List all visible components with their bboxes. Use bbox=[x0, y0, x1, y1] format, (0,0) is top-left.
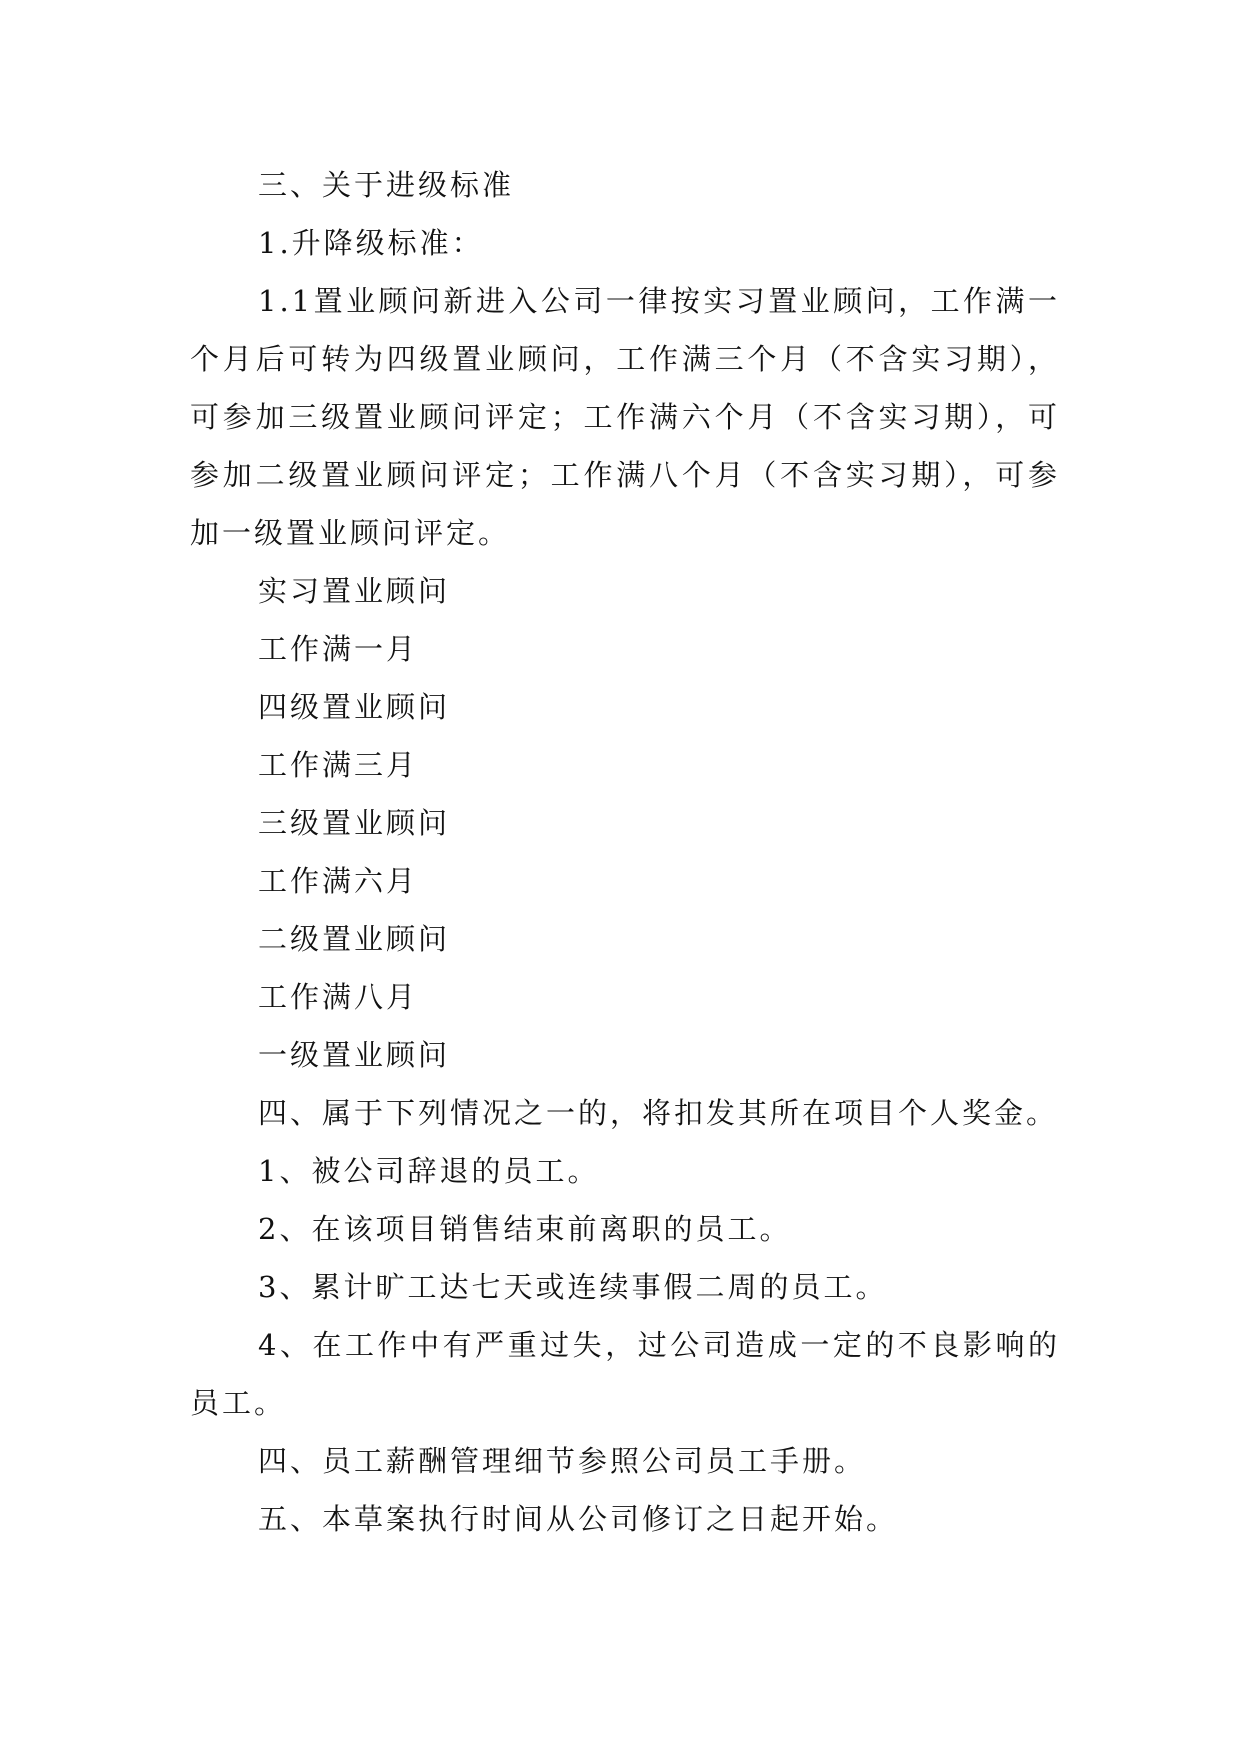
section-heading-effective-date: 五、本草案执行时间从公司修订之日起开始。 bbox=[258, 1502, 899, 1536]
section-heading-promotion-standards: 三、关于进级标准 bbox=[258, 168, 515, 202]
document-body bbox=[190, 156, 1060, 1548]
step-six-months: 工作满六月 bbox=[258, 864, 419, 898]
list-item-absence: 3、累计旷工达七天或连续事假二周的员工。 bbox=[258, 1270, 888, 1304]
list-item-resigned: 2、在该项目销售结束前离职的员工。 bbox=[258, 1212, 792, 1246]
paragraph-promotion-rules: 1.1置业顾问新进入公司一律按实习置业顾问，工作满一个月后可转为四级置业顾问，工作满三个月（不含实习期），可参加三级置业顾问评定；工作满六个月（不含实习期），可参加二级置业顾问评定；工作满八个月（不含实习期），可参加一级置业顾问评定。 bbox=[190, 284, 1060, 550]
step-eight-months: 工作满八月 bbox=[258, 980, 419, 1014]
list-item-serious-fault: 4、在工作中有严重过失，过公司造成一定的不良影响的员工。 bbox=[190, 1328, 1060, 1420]
level-four-consultant: 四级置业顾问 bbox=[258, 690, 451, 724]
level-two-consultant: 二级置业顾问 bbox=[258, 922, 451, 956]
level-one-consultant: 一级置业顾问 bbox=[258, 1038, 451, 1072]
subheading-promotion-demotion: 1.升降级标准： bbox=[258, 226, 484, 260]
section-heading-salary-handbook: 四、员工薪酬管理细节参照公司员工手册。 bbox=[258, 1444, 867, 1478]
level-three-consultant: 三级置业顾问 bbox=[258, 806, 451, 840]
section-heading-bonus-deduction: 四、属于下列情况之一的，将扣发其所在项目个人奖金。 bbox=[258, 1096, 1059, 1130]
step-three-months: 工作满三月 bbox=[258, 748, 419, 782]
level-intern-consultant: 实习置业顾问 bbox=[258, 574, 451, 608]
step-one-month: 工作满一月 bbox=[258, 632, 419, 666]
list-item-dismissed: 1、被公司辞退的员工。 bbox=[258, 1154, 600, 1188]
